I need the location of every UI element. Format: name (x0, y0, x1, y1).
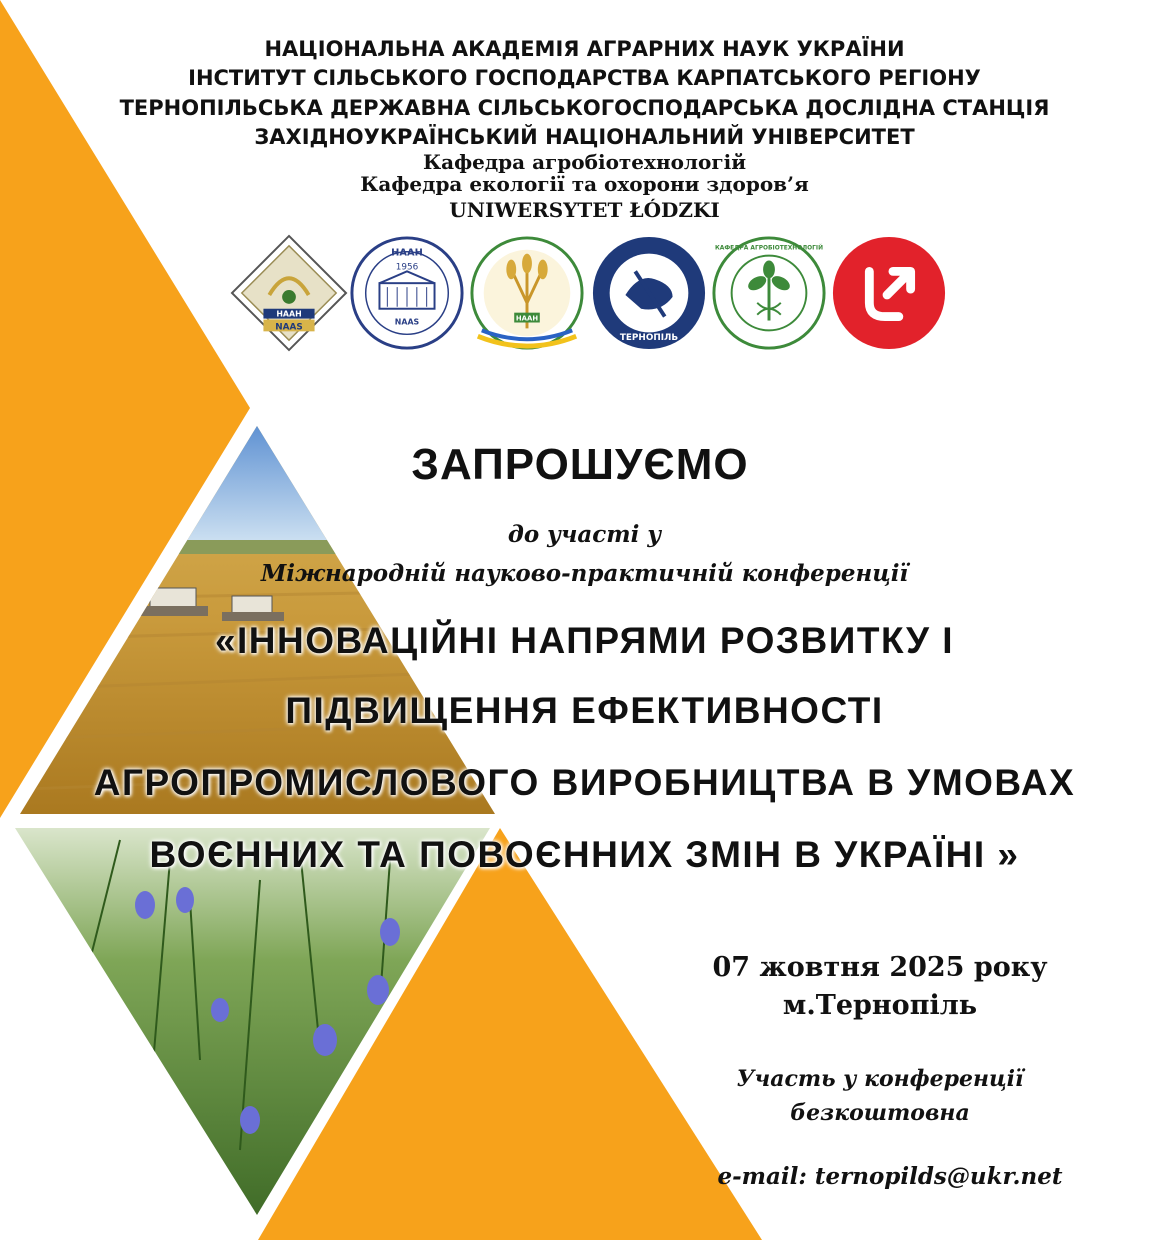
svg-text:ТЕРНОПІЛЬ: ТЕРНОПІЛЬ (619, 333, 679, 344)
invite-line-participation: до участі у (507, 521, 662, 548)
event-date: 07 жовтня 2025 року (712, 952, 1048, 983)
conference-title-line-3: АГРОПРОМИСЛОВОГО ВИРОБНИЦТВА В УМОВАХ (93, 762, 1076, 803)
lodz-university-logo (830, 234, 948, 352)
invite-heading: ЗАПРОШУЄМО (411, 440, 749, 489)
conference-title-line-2: ПІДВИЩЕННЯ ЕФЕКТИВНОСТІ (285, 690, 884, 731)
org-line-dept-ecology: Кафедра екології та охорони здоров’я (360, 172, 809, 196)
institute-logo (348, 234, 466, 352)
university-logo (590, 234, 708, 352)
org-line-lodz: UNIWERSYTET ŁÓDZKI (449, 198, 720, 222)
svg-text:NAAS: NAAS (275, 322, 303, 333)
research-station-logo (468, 234, 586, 352)
svg-text:1956: 1956 (395, 262, 419, 273)
participation-fee-line-1: Участь у конференції (736, 1066, 1024, 1092)
naas-logo (230, 234, 348, 352)
department-logo (710, 234, 828, 352)
invite-line-conference: Міжнародній науково-практичній конференції (260, 560, 909, 587)
logo-row (230, 234, 950, 354)
conference-title-line-4: ВОЄННИХ ТА ПОВОЄННИХ ЗМІН В УКРАЇНІ » (149, 834, 1020, 875)
conference-title-line-1: «ІННОВАЦІЙНІ НАПРЯМИ РОЗВИТКУ І (214, 620, 955, 661)
org-line-naas: НАЦІОНАЛЬНА АКАДЕМІЯ АГРАРНИХ НАУК УКРАЇНИ (264, 37, 905, 61)
org-line-station: ТЕРНОПІЛЬСЬКА ДЕРЖАВНА СІЛЬСЬКОГОСПОДАРСЬКА ДОСЛІДНА СТАНЦІЯ (119, 96, 1050, 120)
org-line-dept-agro: Кафедра агробіотехнологій (422, 150, 747, 174)
participation-fee-line-2: безкоштовна (790, 1100, 970, 1126)
contact-email[interactable]: e-mail: ternopilds@ukr.net (717, 1163, 1063, 1190)
org-line-university: ЗАХІДНОУКРАЇНСЬКИЙ НАЦІОНАЛЬНИЙ УНІВЕРСИТЕТ (254, 125, 915, 149)
svg-text:НААН: НААН (515, 314, 539, 323)
org-line-institute: ІНСТИТУТ СІЛЬСЬКОГО ГОСПОДАРСТВА КАРПАТСЬКОГО РЕГІОНУ (188, 66, 981, 90)
event-city: м.Тернопіль (782, 990, 978, 1021)
svg-text:NAAS: NAAS (394, 317, 420, 327)
svg-text:КАФЕДРА АГРОБІОТЕХНОЛОГІЙ: КАФЕДРА АГРОБІОТЕХНОЛОГІЙ (714, 245, 824, 252)
svg-text:НААН: НААН (276, 309, 302, 319)
svg-text:НААН: НААН (391, 247, 423, 259)
